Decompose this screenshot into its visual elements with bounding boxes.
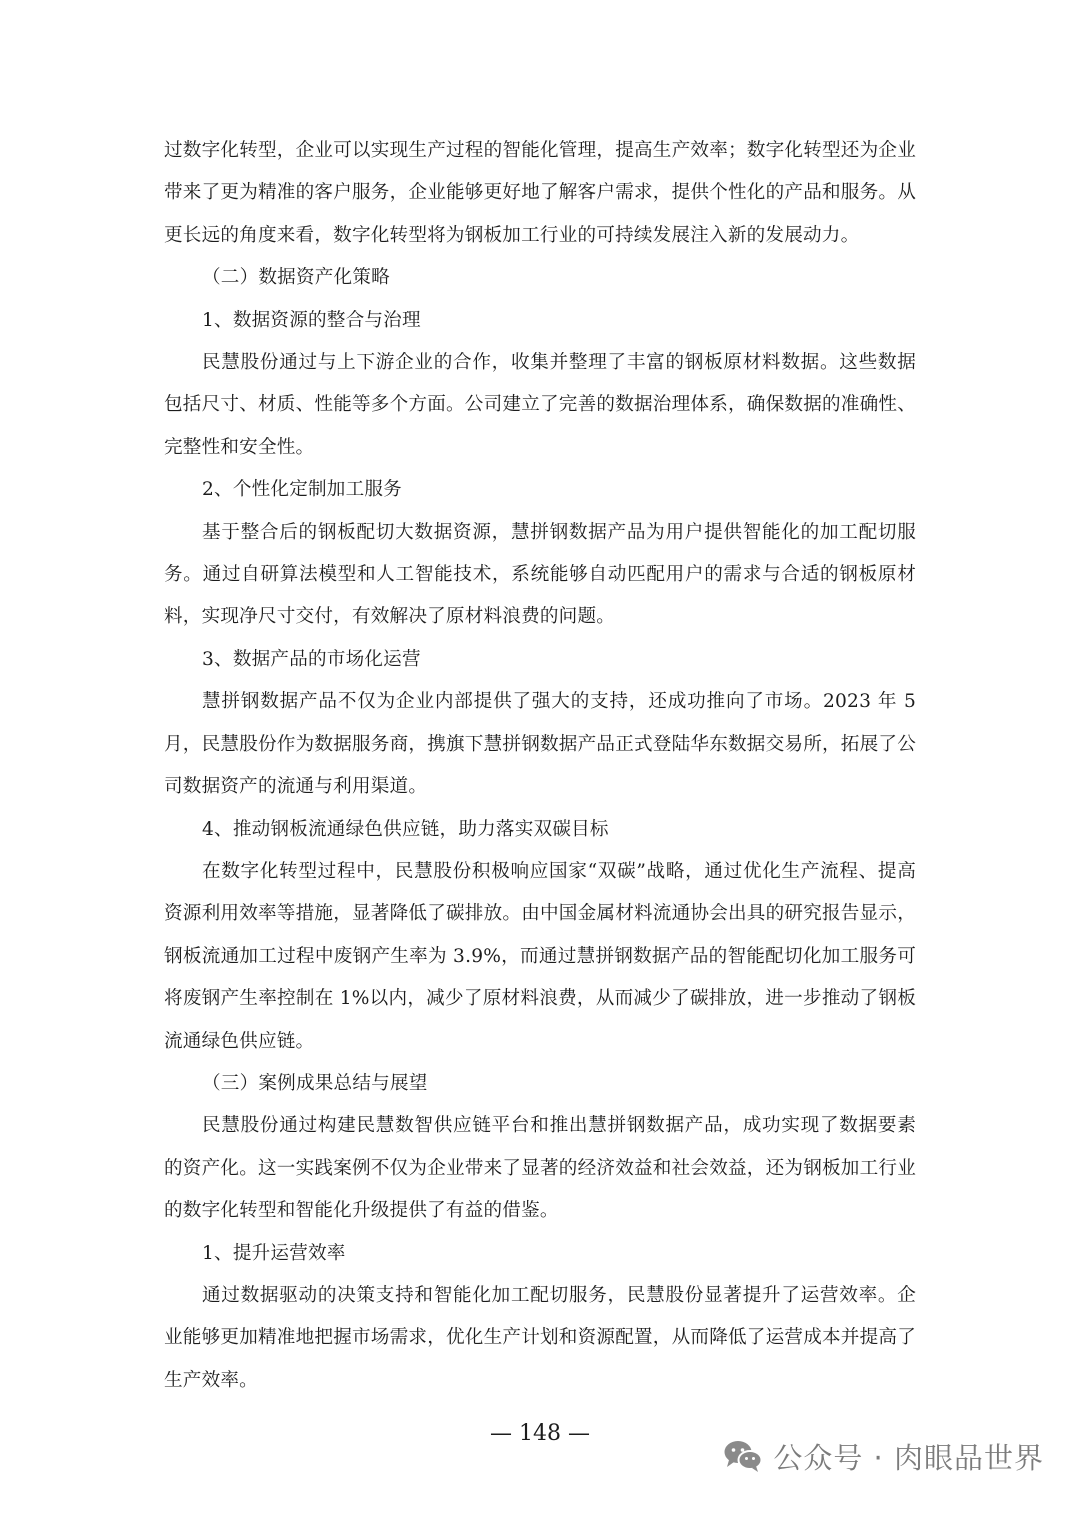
paragraph: 民慧股份通过构建民慧数智供应链平台和推出慧拼钢数据产品，成功实现了数据要素的资产化。这一实践案例不仅为企业带来了显著的经济效益和社会效益，还为钢板加工行业的数字化转型和智能化升级提供了有益的借鉴。 — [164, 1115, 916, 1222]
section-heading: 3、数据产品的市场化运营 — [202, 648, 421, 670]
paragraph: 民慧股份通过与上下游企业的合作，收集并整理了丰富的钢板原材料数据。这些数据包括尺寸、材质、性能等多个方面。公司建立了完善的数据治理体系，确保数据的准确性、完整性和安全性。 — [164, 352, 916, 458]
watermark — [723, 1436, 1044, 1476]
paragraph: 慧拼钢数据产品不仅为企业内部提供了强大的支持，还成功推向了市场。2023 年 5 月，民慧股份作为数据服务商，携旗下慧拼钢数据产品正式登陆华东数据交易所，拓展了公司数据资产的流通与利用渠道。 — [164, 691, 916, 798]
paragraph: 基于整合后的钢板配切大数据资源，慧拼钢数据产品为用户提供智能化的加工配切服务。通过自研算法模型和人工智能技术，系统能够自动匹配用户的需求与合适的钢板原材料，实现净尺寸交付，有效解决了原材料浪费的问题。 — [164, 521, 916, 628]
page-number: — 148 — — [490, 1421, 590, 1446]
watermark-text: 公众号 · 肉眼品世界 — [773, 1440, 1044, 1475]
paragraph: 在数字化转型过程中，民慧股份积极响应国家“双碳”战略，通过优化生产流程、提高资源利用效率等措施，显著降低了碳排放。由中国金属材料流通协会出具的研究报告显示，钢板流通加工过程中废钢产生率为 3.9%，而通过慧拼钢数据产品的智能配切化加工服务可将废钢产生率控制在 1%以内，减少了原材料浪费，从而减少了碳排放，进一步推动了钢板流通绿色供应链。 — [164, 860, 916, 1052]
section-heading: 2、个性化定制加工服务 — [202, 479, 402, 501]
paragraph: 通过数据驱动的决策支持和智能化加工配切服务，民慧股份显著提升了运营效率。企业能够更加精准地把握市场需求，优化生产计划和资源配置，从而降低了运营成本并提高了生产效率。 — [164, 1284, 916, 1391]
section-heading: （三）案例成果总结与展望 — [202, 1072, 428, 1094]
section-heading: 4、推动钢板流通绿色供应链，助力落实双碳目标 — [202, 818, 609, 840]
paragraph: 过数字化转型，企业可以实现生产过程的智能化管理，提高生产效率；数字化转型还为企业带来了更为精准的客户服务，企业能够更好地了解客户需求，提供个性化的产品和服务。从更长远的角度来看，数字化转型将为钢板加工行业的可持续发展注入新的发展动力。 — [164, 140, 916, 246]
wechat-icon — [723, 1439, 763, 1473]
section-heading: 1、数据资源的整合与治理 — [202, 309, 421, 331]
section-heading: 1、提升运营效率 — [202, 1242, 346, 1264]
body-text — [164, 130, 916, 1402]
section-heading: （二）数据资产化策略 — [202, 267, 390, 289]
